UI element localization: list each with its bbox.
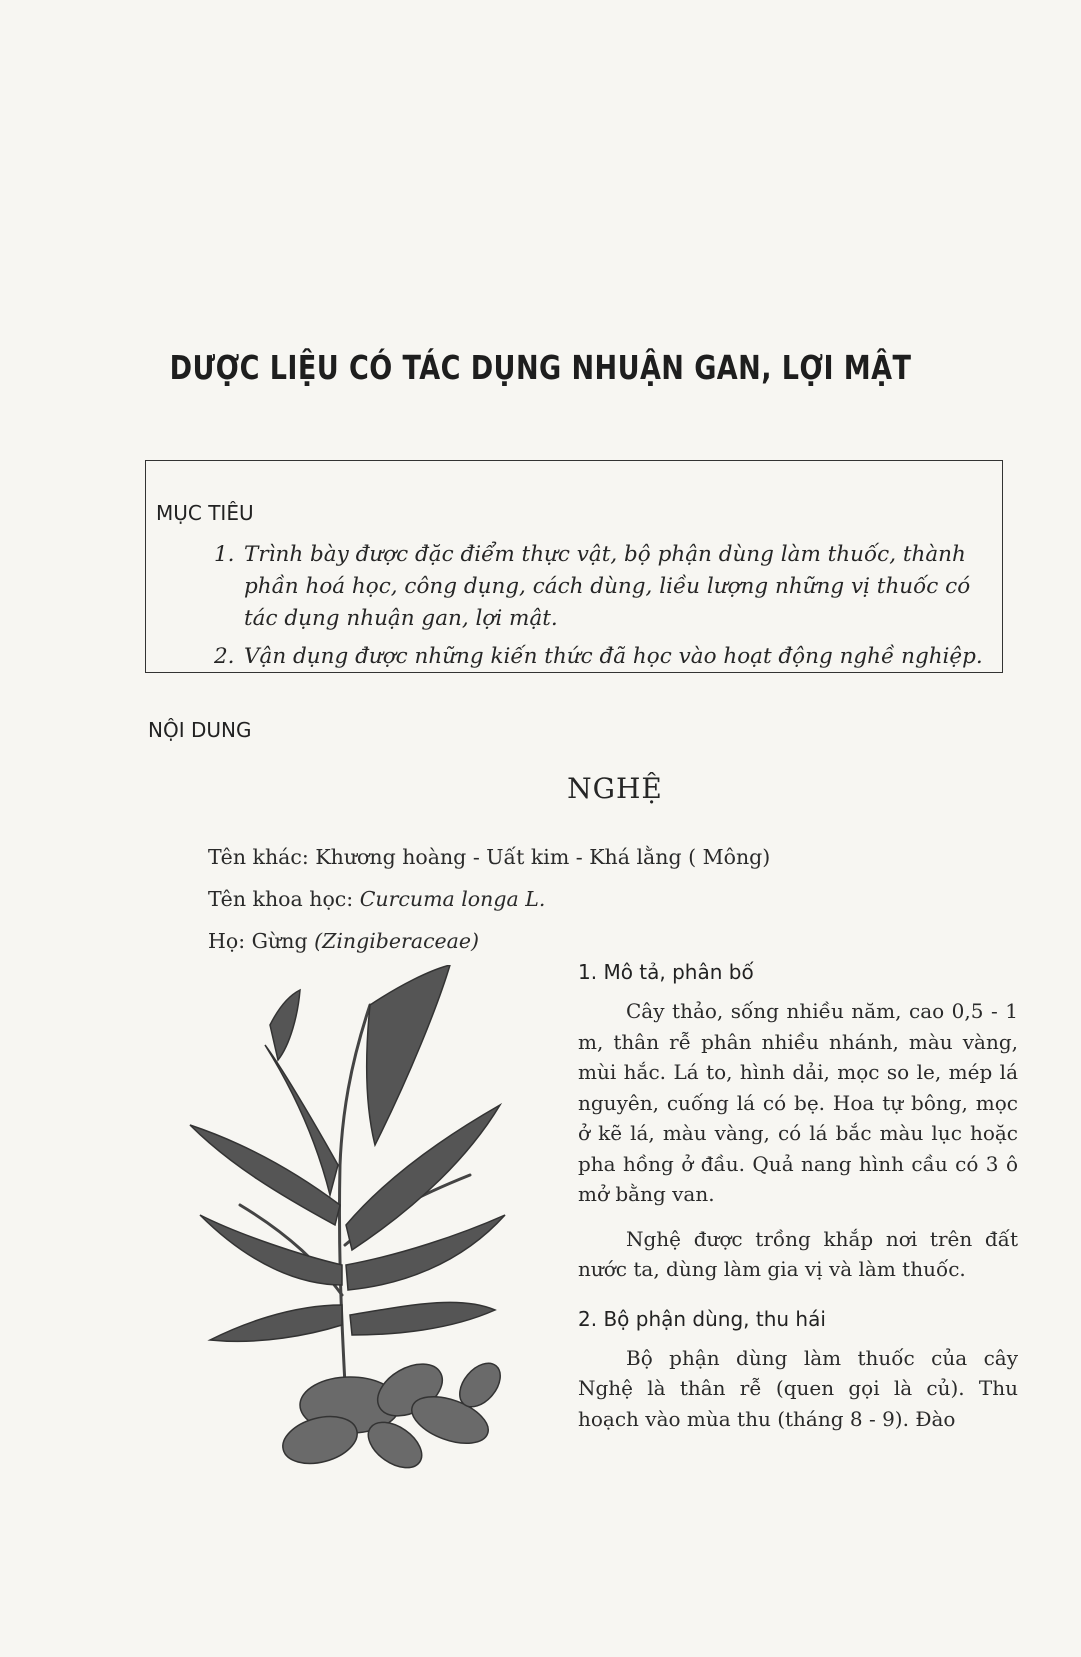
objective-text: Trình bày được đặc điểm thực vật, bộ phận dùng làm thuốc, thành phần hoá học, công dụng, cách dùng, liều lượng những vị thuốc có tác dụng nhuận gan, lợi mật. [244, 542, 971, 631]
plant-title: NGHỆ [567, 772, 663, 805]
family-latin: (Zingiberaceae) [314, 929, 480, 953]
paragraph: Cây thảo, sống nhiều năm, cao 0,5 - 1 m, thân rễ phân nhiều nhánh, màu vàng, mùi hắc. Lá to, hình dải, mọc so le, mép lá nguyên, cuống lá có bẹ. Hoa tự bông, mọc ở kẽ lá, màu vàng, có lá bắc màu lục hoặc pha hồng ở đầu. Quả nang hình cầu có 3 ô mở bằng van. [578, 999, 1018, 1206]
plant-info [208, 836, 1008, 962]
section-heading: 1. Mô tả, phân bố [578, 960, 754, 984]
other-names: Khương hoàng - Uất kim - Khá lằng ( Mông) [315, 845, 771, 869]
text-column [578, 960, 1018, 1448]
objective-number: 1. [214, 542, 235, 567]
family-label: Họ: [208, 929, 246, 953]
family-name: Gừng [251, 929, 308, 953]
other-names-line [208, 836, 1008, 878]
objective-item [214, 539, 994, 635]
paragraph: Nghệ được trồng khắp nơi trên đất nước ta, dùng làm gia vị và làm thuốc. [578, 1226, 1018, 1281]
objectives-box [145, 460, 1003, 673]
objective-item [214, 641, 994, 673]
chapter-title: DƯỢC LIỆU CÓ TÁC DỤNG NHUẬN GAN, LỢI MẬT [169, 348, 912, 387]
paragraph: Bộ phận dùng làm thuốc của cây Nghệ là thân rễ (quen gọi là củ). Thu hoạch vào mùa thu (tháng 8 - 9). Đào [578, 1345, 1018, 1431]
other-names-label: Tên khác: [208, 845, 309, 869]
objectives-heading: MỤC TIÊU [156, 501, 254, 525]
scientific-name-line [208, 878, 1008, 920]
scientific-name: Curcuma longa L. [359, 887, 546, 911]
turmeric-plant-illustration [170, 965, 550, 1470]
scientific-label: Tên khoa học: [208, 887, 354, 911]
objective-text: Vận dụng được những kiến thức đã học vào hoạt động nghề nghiệp. [244, 644, 983, 669]
objectives-list [214, 539, 994, 679]
section-heading: 2. Bộ phận dùng, thu hái [578, 1306, 826, 1331]
family-line [208, 920, 1008, 962]
content-heading: NỘI DUNG [148, 718, 252, 742]
objective-number: 2. [214, 644, 235, 669]
